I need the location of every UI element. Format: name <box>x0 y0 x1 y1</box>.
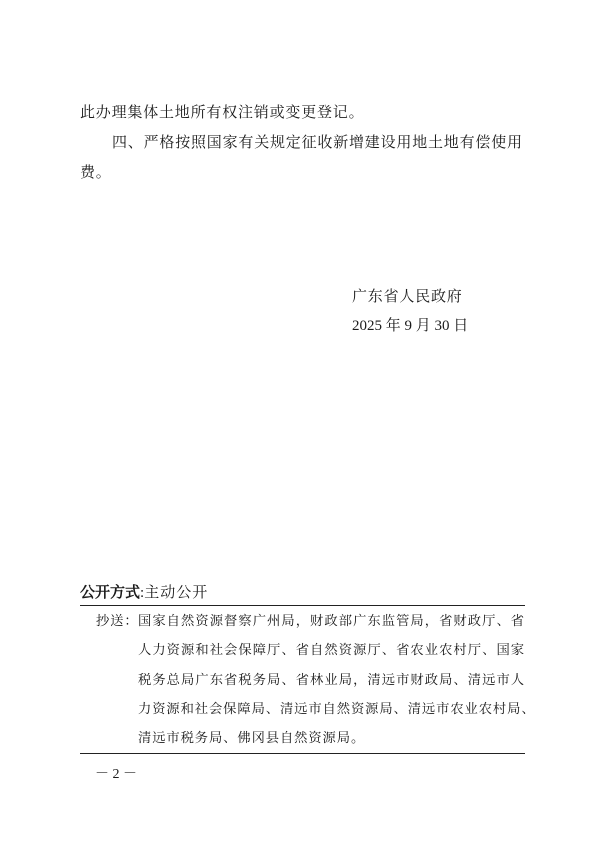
disclosure-label: 公开方式 <box>80 584 141 601</box>
cc-label: 抄送： <box>96 613 139 628</box>
body-line-1: 此办理集体土地所有权注销或变更登记。 <box>80 105 365 121</box>
signature-date: 2025 年 9 月 30 日 <box>352 318 469 334</box>
disclosure-colon: : <box>140 585 145 601</box>
cc-line-2: 人力资源和社会保障厅、省自然资源厅、省农业农村厅、国家 <box>138 642 525 657</box>
divider-top <box>80 605 525 606</box>
disclosure-value: 主动公开 <box>144 585 209 601</box>
cc-line-3: 税务总局广东省税务局、省林业局，清远市财政局、清远市人 <box>138 672 525 687</box>
page-number: － 2 － <box>95 767 137 782</box>
disclosure-line <box>80 583 208 603</box>
body-line-3: 费。 <box>80 165 112 181</box>
cc-line-5: 清远市税务局、佛冈县自然资源局。 <box>138 730 366 745</box>
divider-bottom <box>80 753 525 754</box>
cc-line-4: 力资源和社会保障局、清远市自然资源局、清远市农业农村局、 <box>138 701 536 716</box>
cc-line-1: 国家自然资源督察广州局，财政部广东监管局，省财政厅、省 <box>138 613 525 628</box>
signature-issuer: 广东省人民政府 <box>352 289 463 305</box>
body-line-2: 四、严格按照国家有关规定征收新增建设用地土地有偿使用 <box>112 135 523 151</box>
